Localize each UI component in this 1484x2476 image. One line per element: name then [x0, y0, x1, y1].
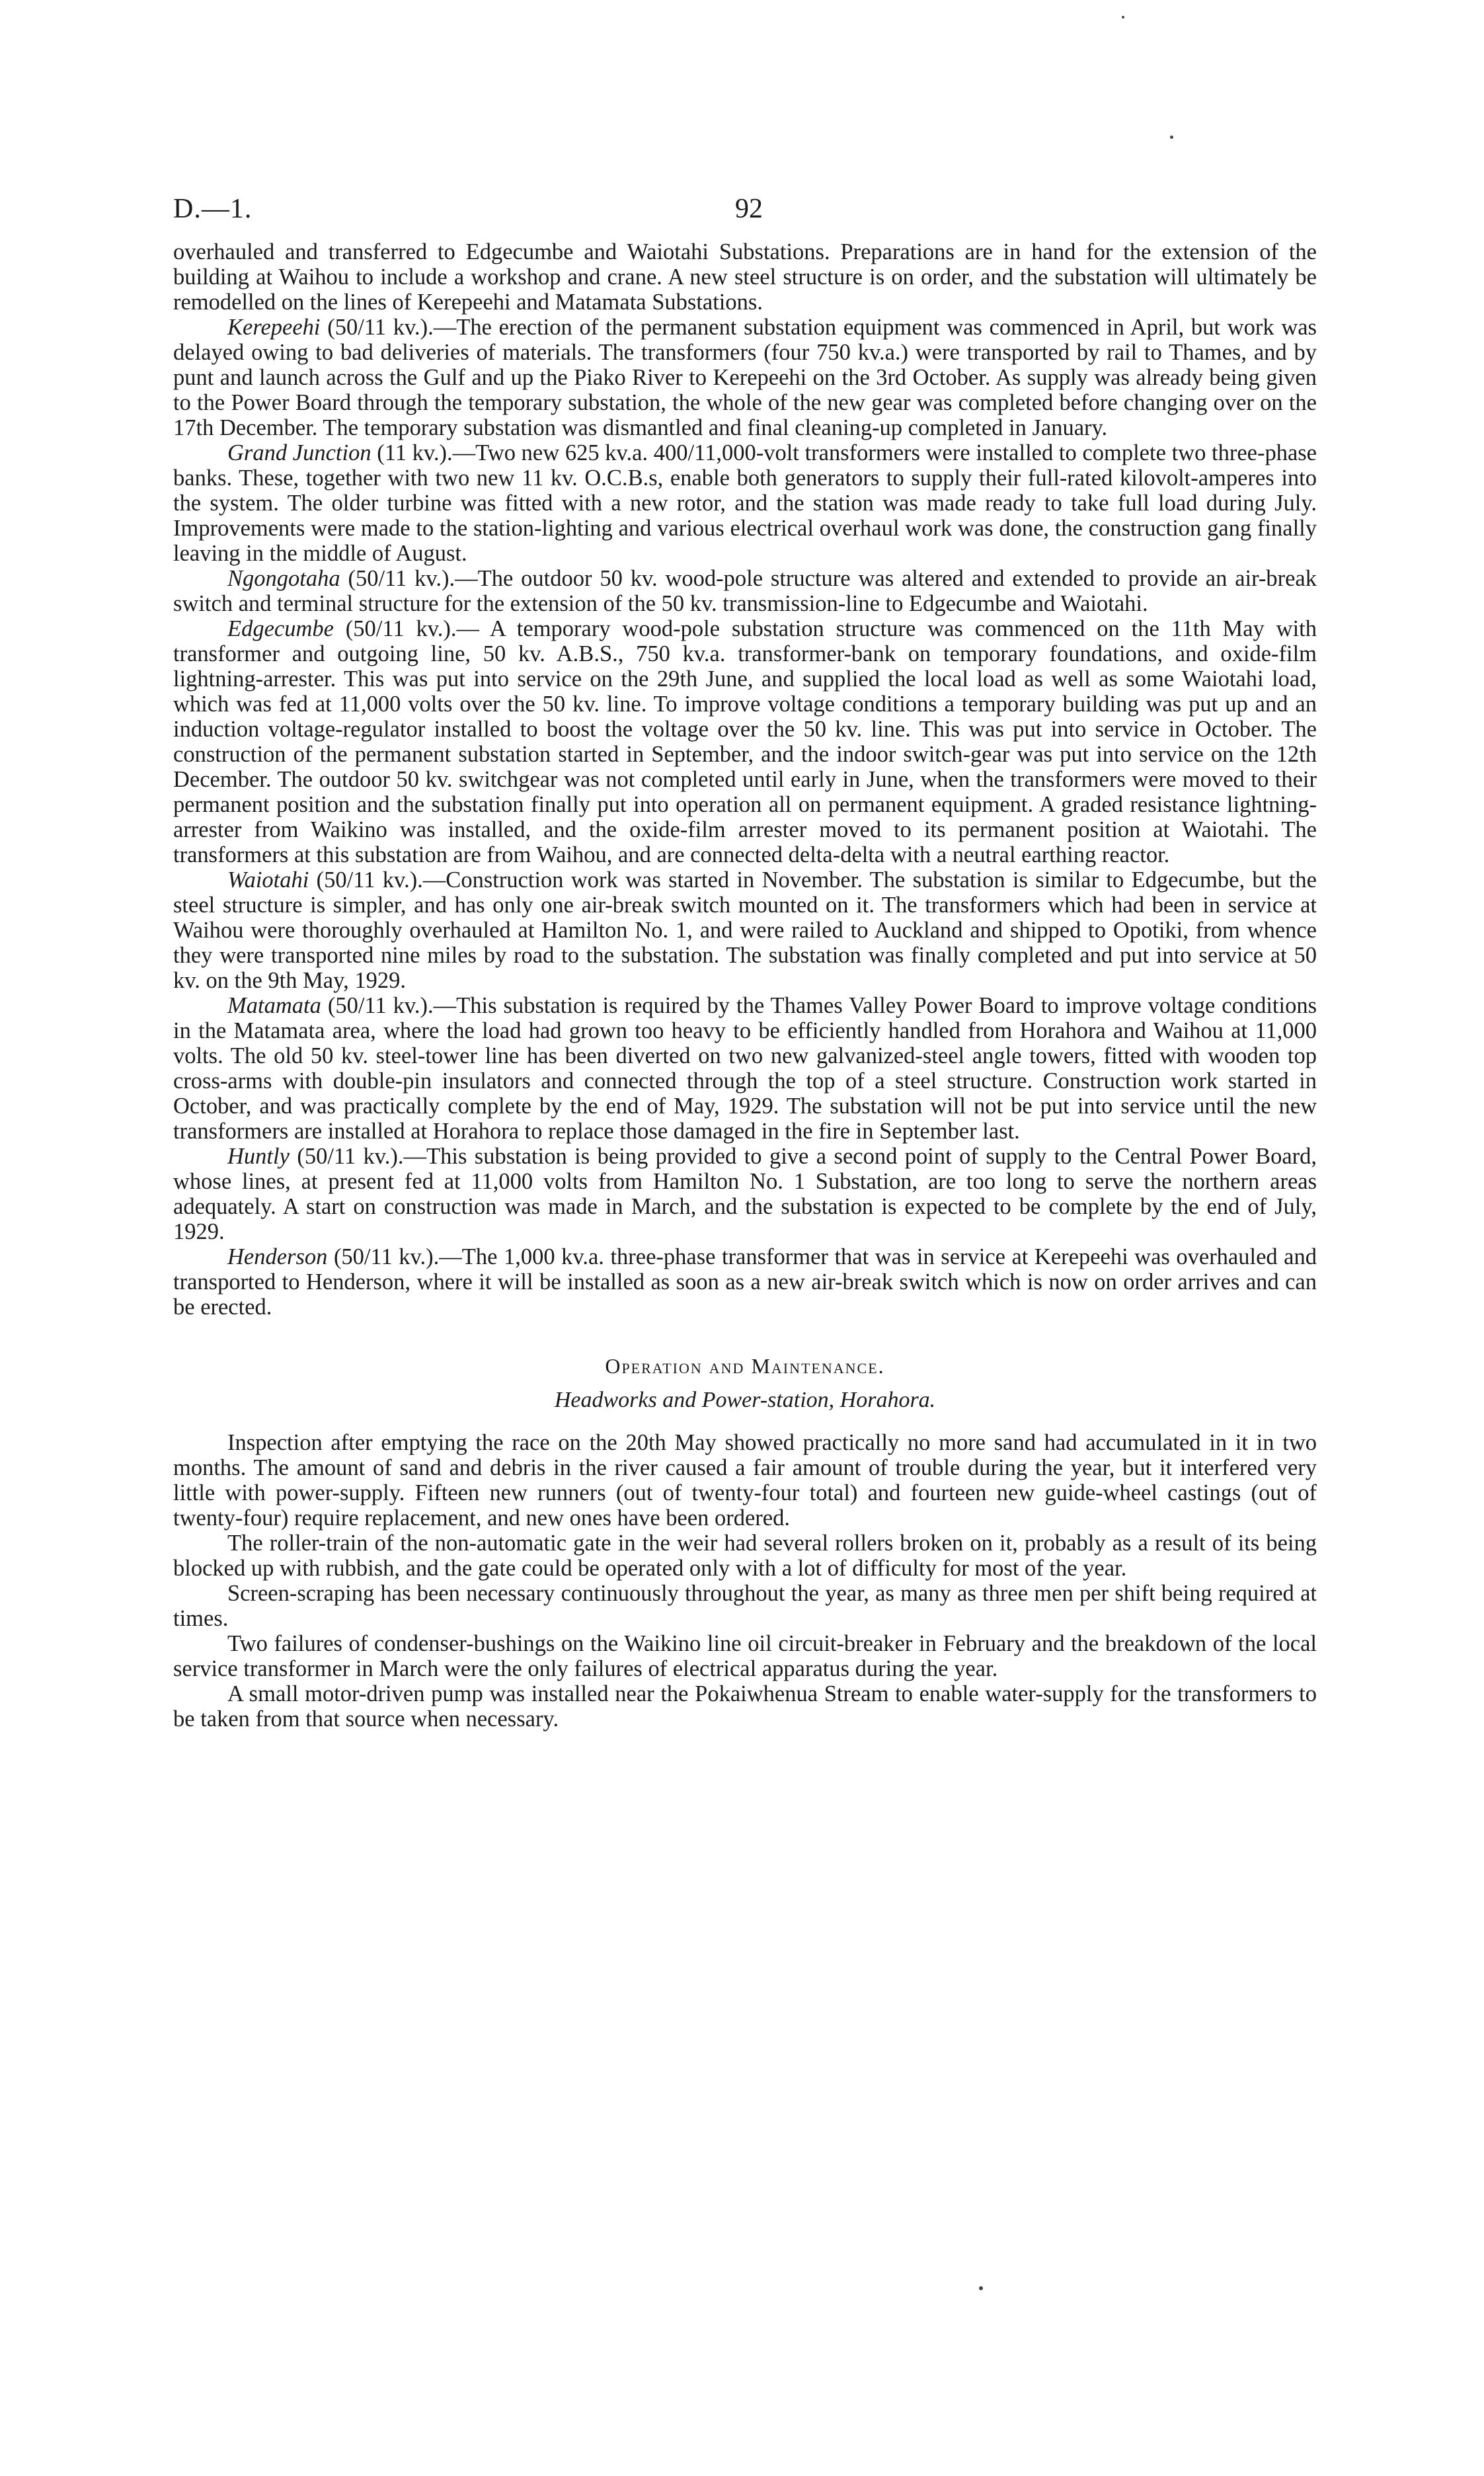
scan-speck: [979, 2286, 983, 2290]
operation-section: [173, 1430, 1317, 1732]
operation-paragraph: Inspection after emptying the race on the 20th May showed practically no more sand had accumulated in it in two months. The amount of sand and debris in the river caused a fair amount of trouble during the year, but it interfered very little with power-supply. Fifteen new runners (out of twenty-four total) and fourteen new guide-wheel castings (out of twenty-four) require replacement, and new ones have been ordered.: [173, 1430, 1317, 1531]
paragraph-text: overhauled and transferred to Edgecumbe and Waiotahi Substations. Preparations are in hand for the extension of the building at Waihou to include a workshop and crane. A new steel structure is on order, and the substation will ultimately be remodelled on the lines of Kerepeehi and Matamata Substations.: [173, 239, 1317, 315]
substation-name: Huntly: [227, 1144, 290, 1169]
operation-paragraph: Screen-scraping has been necessary continuously throughout the year, as many as three men per shift being required at times.: [173, 1581, 1317, 1631]
paragraph-text: (11 kv.).—Two new 625 kv.a. 400/11,000-volt transformers were installed to complete two three-phase banks. These, together with two new 11 kv. O.C.B.s, enable both generators to supply their full-rated kilovolt-amperes into the system. The older turbine was fitted with a new rotor, and the station was made ready to take full load during July. Improvements were made to the station-lighting and various electrical overhaul work was done, the construction gang finally leaving in the middle of August.: [173, 440, 1317, 566]
substation-paragraph-huntly: [173, 1144, 1317, 1244]
scan-speck: [1170, 136, 1173, 139]
subsection-heading: Headworks and Power-station, Horahora.: [554, 1388, 936, 1412]
paragraph-text: (50/11 kv.).— A temporary wood-pole substation structure was commenced on the 11th May with transformer and outgoing line, 50 kv. A.B.S., 750 kv.a. transformer-bank on temporary foundations, and oxide-film lightning-arrester. This was put into service on the 29th June, and supplied the local load as well as some Waiotahi load, which was fed at 11,000 volts over the 50 kv. line. To improve voltage conditions a temporary building was put up and an induction voltage-regulator installed to boost the voltage over the 50 kv. line. This was put into service in October. The construction of the permanent substation started in September, and the indoor switch-gear was put into service on the 12th December. The outdoor 50 kv. switchgear was not completed until early in June, when the transformers were moved to their permanent position and the substation finally put into operation all on permanent equipment. A graded resistance lightning-arrester from Waikino was installed, and the oxide-film arrester moved to its permanent position at Waiotahi. The transformers at this substation are from Waihou, and are connected delta-delta with a neutral earthing reactor.: [173, 616, 1317, 867]
section-heading: Operation and Maintenance.: [605, 1354, 885, 1378]
paragraph-text: (50/11 kv.).—This substation is required by the Thames Valley Power Board to improve voltage conditions in the Matamata area, where the load had grown too heavy to be efficiently handled from Horahora and Waihou at 11,000 volts. The old 50 kv. steel-tower line has been diverted on two new galvanized-steel angle towers, fitted with wooden top cross-arms with double-pin insulators and connected through the top of a steel structure. Construction work started in October, and was practically complete by the end of May, 1929. The substation will not be put into service until the new transformers are installed at Horahora to replace those damaged in the fire in September last.: [173, 993, 1317, 1144]
page-number: 92: [735, 194, 763, 224]
operation-paragraph: Two failures of condenser-bushings on the Waikino line oil circuit-breaker in February and the breakdown of the local service transformer in March were the only failures of electrical apparatus during the year.: [173, 1631, 1317, 1681]
paragraph-text: (50/11 kv.).—The 1,000 kv.a. three-phase transformer that was in service at Kerepeehi was overhauled and transported to Henderson, where it will be installed as soon as a new air-break switch which is now on order arrives and can be erected.: [173, 1244, 1317, 1320]
paragraph-text: (50/11 kv.).—The outdoor 50 kv. wood-pole structure was altered and extended to provide an air-break switch and terminal structure for the extension of the 50 kv. transmission-line to Edgecumbe and Waiotahi.: [173, 566, 1317, 616]
substation-paragraph-matamata: [173, 993, 1317, 1144]
substation-paragraph-grand-junction: [173, 440, 1317, 566]
substations-section: [173, 239, 1317, 1320]
substation-name: Grand Junction: [227, 440, 371, 465]
substation-paragraph-ngongotaha: [173, 566, 1317, 616]
substation-name: Kerepeehi: [227, 315, 321, 340]
substation-name: Henderson: [227, 1244, 328, 1269]
substation-name: Edgecumbe: [227, 616, 334, 641]
document-reference: D.—1.: [173, 194, 253, 224]
paragraph-text: (50/11 kv.).—Construction work was started in November. The substation is similar to Edgecumbe, but the steel structure is simpler, and has only one air-break switch mounted on it. The transformers which had been in service at Waihou were thoroughly overhauled at Hamilton No. 1, and were railed to Auckland and shipped to Opotiki, from whence they were transported nine miles by road to the substation. The substation was finally completed and put into service at 50 kv. on the 9th May, 1929.: [173, 867, 1317, 993]
continued-paragraph: [173, 239, 1317, 315]
substation-paragraph-henderson: [173, 1244, 1317, 1320]
page-content: [173, 193, 1317, 1732]
substation-paragraph-kerepeehi: [173, 315, 1317, 440]
paragraph-text: (50/11 kv.).—This substation is being provided to give a second point of supply to the Central Power Board, whose lines, at present fed at 11,000 volts from Hamilton No. 1 Substation, are too long to serve the northern areas adequately. A start on construction was made in March, and the substation is expected to be complete by the end of July, 1929.: [173, 1144, 1317, 1244]
page-header: [173, 193, 1317, 239]
operation-paragraph: The roller-train of the non-automatic gate in the weir had several rollers broken on it, probably as a result of its being blocked up with rubbish, and the gate could be operated only with a lot of difficulty for most of the year.: [173, 1531, 1317, 1581]
paragraph-text: (50/11 kv.).—The erection of the permanent substation equipment was commenced in April, but work was delayed owing to bad deliveries of materials. The transformers (four 750 kv.a.) were transported by rail to Thames, and by punt and launch across the Gulf and up the Piako River to Kerepeehi on the 3rd October. As supply was already being given to the Power Board through the temporary substation, the whole of the new gear was completed before changing over on the 17th December. The temporary substation was dismantled and final cleaning-up completed in January.: [173, 315, 1317, 440]
scan-speck: [1122, 16, 1124, 19]
substation-name: Matamata: [227, 993, 321, 1018]
operation-paragraph: A small motor-driven pump was installed near the Pokaiwhenua Stream to enable water-supply for the transformers to be taken from that source when necessary.: [173, 1681, 1317, 1732]
substation-name: Waiotahi: [227, 867, 309, 893]
substation-paragraph-waiotahi: [173, 867, 1317, 993]
substation-paragraph-edgecumbe: [173, 616, 1317, 867]
substation-name: Ngongotaha: [227, 566, 340, 591]
